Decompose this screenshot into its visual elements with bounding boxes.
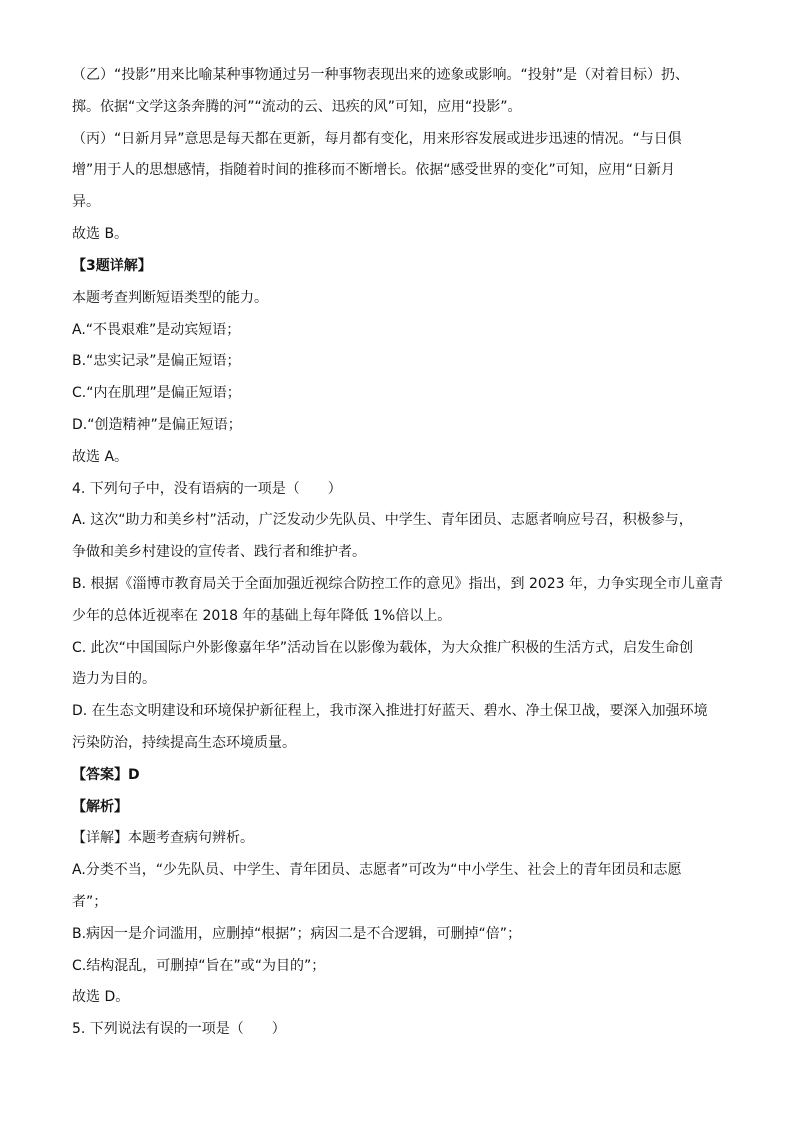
question-title: 4. 下列句子中，没有语病的一项是（ ）: [72, 481, 342, 497]
text-line: 少年的总体近视率在 2018 年的基础上每年降低 1%倍以上。: [72, 608, 452, 624]
section-heading: 【3题详解】: [72, 258, 152, 274]
text-line: 造力为目的。: [72, 671, 156, 687]
analysis-heading: 【解析】: [72, 799, 128, 815]
text-line: （丙）“日新月异”意思是每天都在更新，每月都有变化，用来形容发展或进步迅速的情况。“与日俱: [72, 131, 682, 147]
answer-label: 【答案】D: [72, 767, 140, 783]
text-line: B.病因一是介词滥用，应删掉“根据”；病因二是不合逻辑，可删掉“倍”；: [72, 926, 522, 942]
text-line: B.“忠实记录”是偏正短语；: [72, 353, 241, 369]
text-line: 异。: [72, 194, 100, 210]
text-line: 本题考查判断短语类型的能力。: [72, 290, 268, 306]
text-line: （乙）“投影”用来比喻某种事物通过另一种事物表现出来的迹象或影响。“投射”是（对着目标）扔、: [72, 67, 690, 83]
text-line: D. 在生态文明建设和环境保护新征程上，我市深入推进打好蓝天、碧水、净土保卫战，要深入加强环境: [72, 703, 708, 719]
text-line: 故选 B。: [72, 226, 129, 242]
text-line: A. 这次“助力和美乡村”活动，广泛发动少先队员、中学生、青年团员、志愿者响应号召，积极参与，: [72, 512, 693, 528]
text-line: C. 此次“中国国际户外影像嘉年华”活动旨在以影像为载体，为大众推广积极的生活方式，启发生命创: [72, 640, 694, 656]
question-title: 5. 下列说法有误的一项是（ ）: [72, 1021, 286, 1037]
text-line: B. 根据《淄博市教育局关于全面加强近视综合防控工作的意见》指出，到 2023 年，力争实现全市儿童青: [72, 576, 724, 592]
text-line: C.“内在肌理”是偏正短语；: [72, 385, 241, 401]
text-line: 故选 A。: [72, 449, 129, 465]
text-line: 增”用于人的思想感情，指随着时间的推移而不断增长。依据“感受世界的变化”可知，应用“日新月: [72, 162, 676, 178]
text-line: 掷。依据“文学这条奔腾的河”“流动的云、迅疾的风”可知，应用“投影”。: [72, 99, 522, 115]
text-line: 故选 D。: [72, 989, 130, 1005]
text-line: 【详解】本题考查病句辨析。: [72, 830, 254, 846]
text-line: A.“不畏艰难”是动宾短语；: [72, 322, 241, 338]
text-line: 污染防治，持续提高生态环境质量。: [72, 735, 296, 751]
text-line: D.“创造精神”是偏正短语；: [72, 417, 242, 433]
text-line: 者”；: [72, 894, 108, 910]
text-line: A.分类不当，“少先队员、中学生、青年团员、志愿者”可改为“中小学生、社会上的青年团员和志愿: [72, 862, 682, 878]
text-line: C.结构混乱，可删掉“旨在”或“为目的”；: [72, 958, 326, 974]
text-line: 争做和美乡村建设的宣传者、践行者和维护者。: [72, 544, 366, 560]
